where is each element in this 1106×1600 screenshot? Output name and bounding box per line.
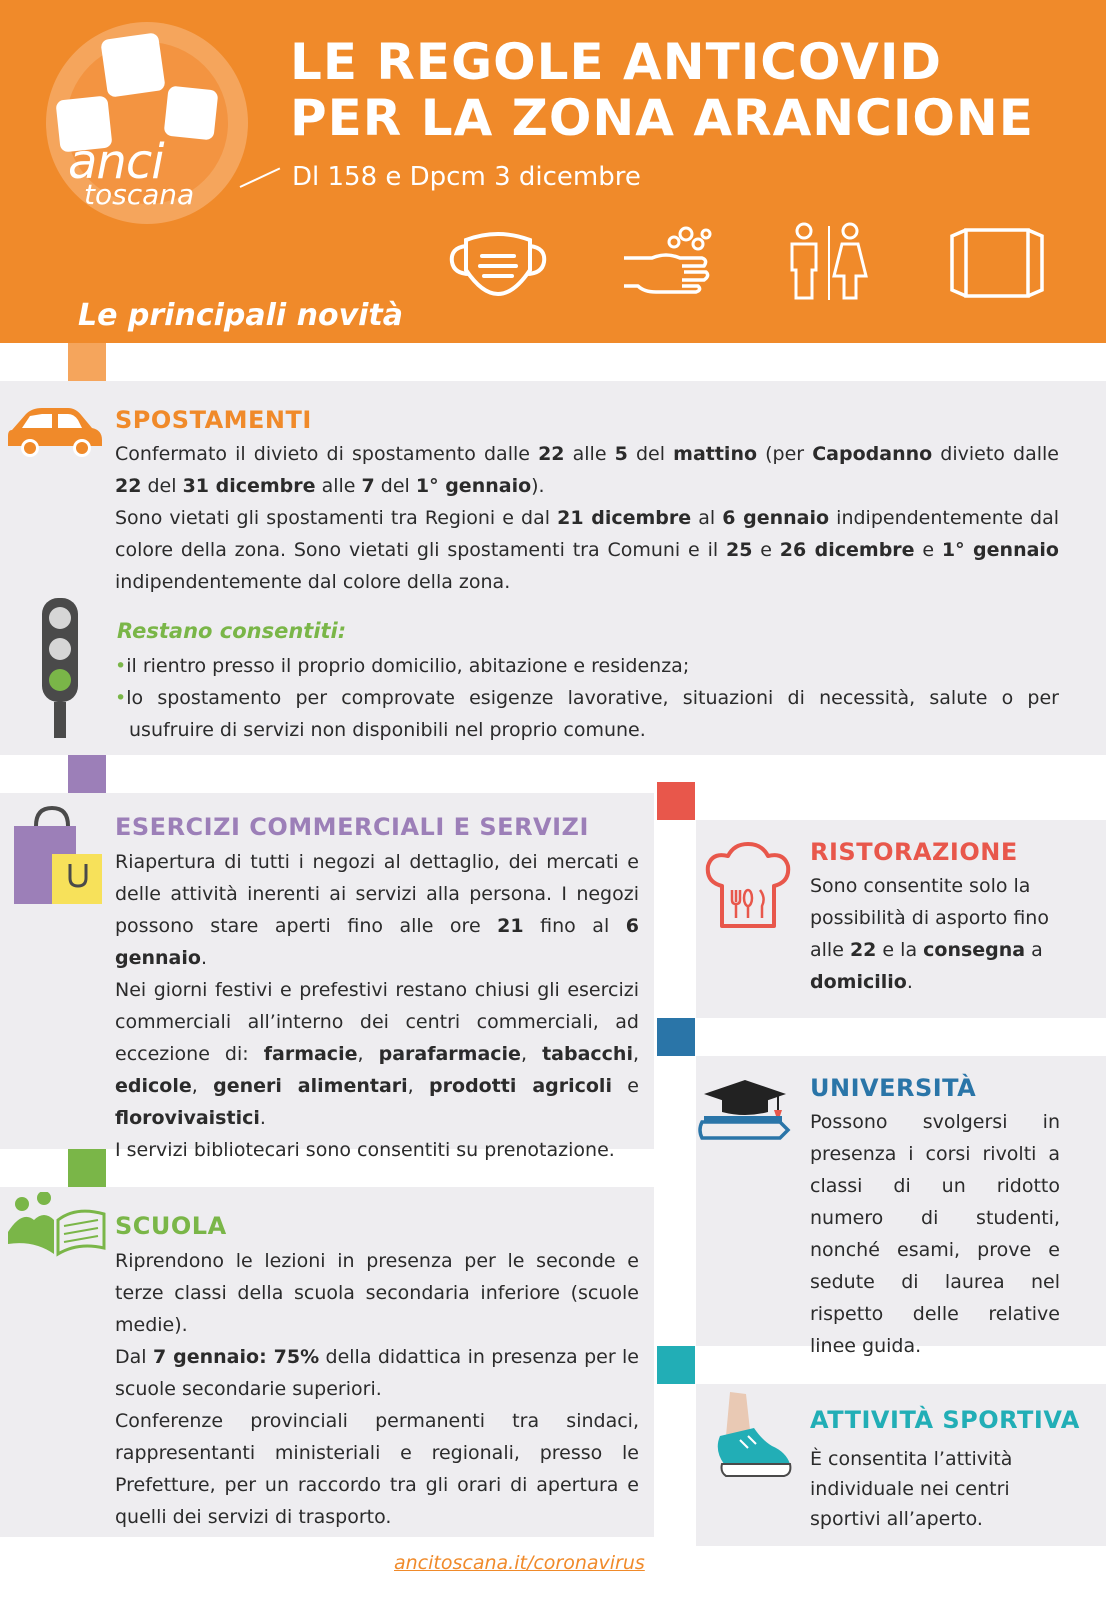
- traffic-light-icon: [40, 596, 80, 738]
- logo-pointer-line: [240, 167, 281, 187]
- universita-text: [810, 1106, 1060, 1362]
- page-subtitle: Dl 158 e Dpcm 3 dicembre: [292, 162, 641, 192]
- spostamenti-text: [115, 438, 1059, 598]
- universita-marker: [657, 1018, 695, 1056]
- esercizi-marker: [68, 755, 106, 793]
- sport-text: [810, 1444, 1050, 1534]
- esercizi-paragraph-3: I servizi bibliotecari sono consentiti su prenotazione.: [115, 1139, 615, 1161]
- ristorazione-title: RISTORAZIONE: [810, 838, 1018, 866]
- restano-consentiti-title: Restano consentiti:: [117, 619, 347, 643]
- title-line-2: PER LA ZONA ARANCIONE: [290, 89, 1034, 147]
- scuola-marker: [68, 1149, 106, 1187]
- sport-marker: [657, 1346, 695, 1384]
- esercizi-title: ESERCIZI COMMERCIALI E SERVIZI: [115, 813, 589, 841]
- header-banner: [0, 0, 1106, 343]
- universita-title: UNIVERSITÀ: [810, 1074, 977, 1102]
- scuola-paragraph-2: Dal 7 gennaio: 75% della didattica in presenza per le scuole secondarie superiori.: [115, 1346, 640, 1400]
- ristorazione-marker: [657, 782, 695, 820]
- section-heading-novita: Le principali novità: [78, 298, 404, 333]
- spostamenti-marker: [68, 343, 106, 381]
- mask-icon: [448, 226, 548, 298]
- anci-toscana-logo: [46, 22, 248, 224]
- footer-link[interactable]: ancitoscana.it/coronavirus: [394, 1552, 645, 1574]
- restano-consentiti-list: [115, 650, 1059, 746]
- esercizi-paragraph-1: Riapertura di tutti i negozi al dettaglio, dei mercati e delle attività inerenti ai servizi alla persona. I negozi possono stare aperti fino alle ore 21 fino al 6 gennaio.: [115, 851, 639, 969]
- scuola-title: SCUOLA: [115, 1212, 227, 1240]
- sport-paragraph-1: È consentita l’attività individuale nei centri sportivi all’aperto.: [810, 1448, 1013, 1530]
- list-item: •lo spostamento per comprovate esigenze lavorative, situazioni di necessità, salute o per usufruire di servizi non disponibili nel proprio comune.: [115, 687, 1059, 741]
- logo-text-anci: anci: [68, 134, 164, 190]
- running-shoe-icon: [700, 1390, 794, 1486]
- spostamenti-paragraph-2: Sono vietati gli spostamenti tra Regioni e dal 21 dicembre al 6 gennaio indipendentemente dal colore della zona. Sono vietati gli spostamenti tra Comuni e il 25 e 26 dicembre e 1° gennaio indipendentemente dal colore della zona.: [115, 507, 1059, 593]
- scuola-text: [115, 1245, 639, 1533]
- shopping-bag-icon: [12, 806, 104, 906]
- esercizi-text: [115, 846, 639, 1166]
- logo-text-toscana: toscana: [84, 178, 195, 211]
- page-title: [290, 34, 1034, 146]
- list-item: •il rientro presso il proprio domicilio, abitazione e residenza;: [115, 655, 690, 677]
- restroom-icon: [786, 222, 872, 302]
- spostamenti-title: SPOSTAMENTI: [115, 406, 312, 434]
- ristorazione-paragraph-1: Sono consentite solo la possibilità di asporto fino alle 22 e la consegna a domicilio.: [810, 875, 1049, 993]
- esercizi-paragraph-2: Nei giorni festivi e prefestivi restano chiusi gli esercizi commerciali all’interno dei centri commerciali, ad eccezione di: farmacie, parafarmacie, tabacchi, edicole, generi alimentari, prodotti agricoli e florovivaistici.: [115, 979, 639, 1129]
- sport-title: ATTIVITÀ SPORTIVA: [810, 1406, 1080, 1434]
- title-line-1: LE REGOLE ANTICOVID: [290, 33, 942, 91]
- spostamenti-paragraph-1: Confermato il divieto di spostamento dalle 22 alle 5 del mattino (per Capodanno divieto dalle 22 del 31 dicembre alle 7 del 1° gennaio).: [115, 443, 1059, 497]
- scuola-paragraph-1: Riprendono le lezioni in presenza per le seconde e terze classi della scuola secondaria inferiore (scuole medie).: [115, 1250, 639, 1336]
- car-icon: [6, 406, 104, 458]
- school-book-icon: [4, 1192, 108, 1258]
- hand-wash-icon: [622, 226, 714, 296]
- graduation-cap-icon: [698, 1078, 792, 1144]
- scuola-paragraph-3: Conferenze provinciali permanenti tra sindaci, rappresentanti ministeriali e regionali, presso le Prefetture, per un raccordo tra gli orari di apertura e quelli dei servizi di trasporto.: [115, 1410, 639, 1528]
- universita-paragraph-1: Possono svolgersi in presenza i corsi rivolti a classi di un ridotto numero di studenti, nonché esami, prove e sedute di laurea nel rispetto delle relative linee guida.: [810, 1111, 1060, 1357]
- chef-hat-icon: [704, 842, 792, 930]
- ristorazione-text: [810, 870, 1060, 998]
- window-icon: [948, 226, 1046, 300]
